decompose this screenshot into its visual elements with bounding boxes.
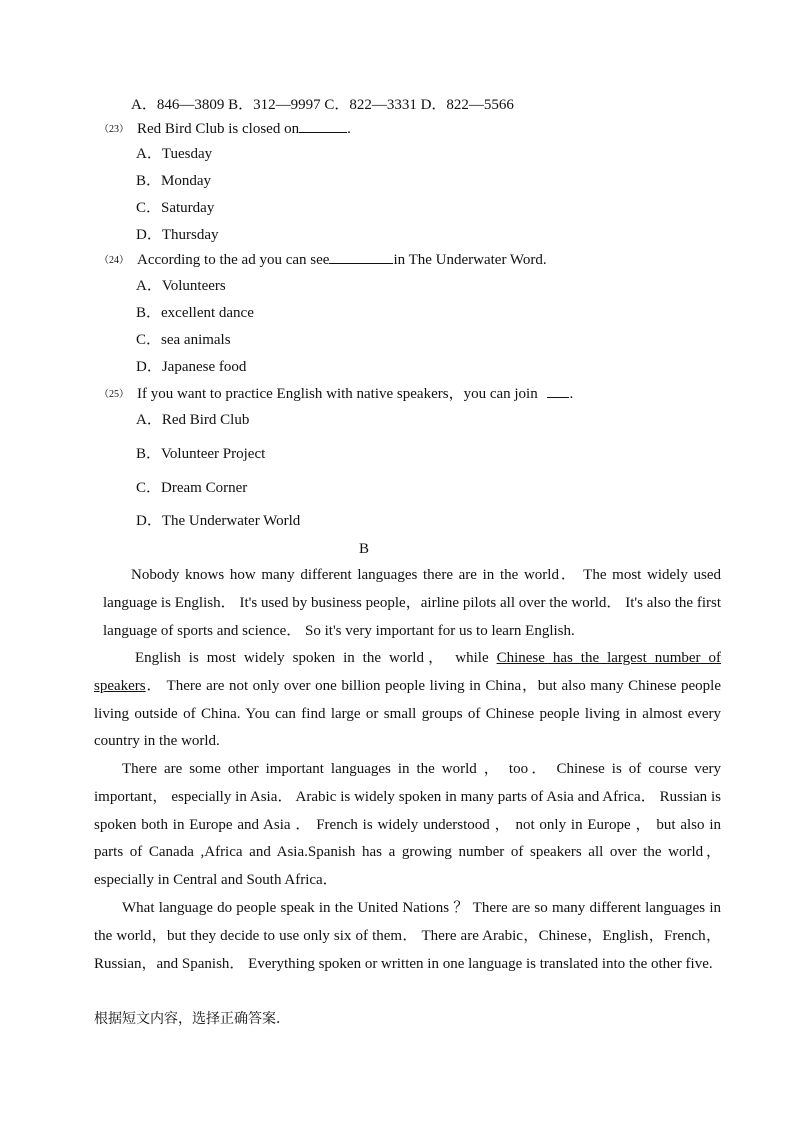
q25-option-b: B．Volunteer Project	[136, 446, 266, 462]
q24-number: （24）	[99, 255, 129, 266]
passage-paragraph-4: What language do people speak in the United Nations ？ There are so many different languages in the world，but they decide to use only six of them． There are Arabic，Chinese，English，French，Russian，and Spanish． Everything spoken or written in one language is translated into the other five.	[94, 900, 721, 972]
q25-stem	[99, 384, 573, 405]
q25-stem-after: .	[569, 386, 574, 402]
q24-option-a: A．Volunteers	[136, 278, 226, 294]
q24-stem-before: According to the ad you can see	[137, 252, 330, 268]
q23-option-d: D．Thursday	[136, 227, 219, 243]
p2-text-before: English is most widely spoken in the world， while	[135, 650, 497, 666]
q24-blank	[329, 250, 393, 264]
p2-text-after: ． There are not only over one billion people living in China，but also many Chinese people living outside of China. You can find large or small groups of Chinese people living in almost every country in the world.	[94, 677, 721, 750]
q25-blank	[547, 384, 569, 398]
q23-option-c: C．Saturday	[136, 200, 215, 216]
passage-paragraph-1: Nobody knows how many different languages there are in the world． The most widely used language is English． It's used by business people，airline pilots all over the world． It's also the first language of sports and science． So it's very important for us to learn English.	[103, 567, 721, 639]
q23-stem	[99, 119, 351, 140]
q23-number: （23）	[99, 124, 129, 135]
passage-paragraph-2	[94, 645, 721, 756]
q24-option-b: B．excellent dance	[136, 305, 254, 321]
q23-stem-after: .	[347, 121, 351, 137]
q24-stem-after: in The Underwater Word.	[393, 252, 547, 268]
q23-option-a: A．Tuesday	[136, 146, 213, 162]
q23-blank	[299, 119, 347, 133]
q25-stem-before: If you want to practice English with native speakers，you can join	[137, 386, 542, 402]
q24-option-c: C．sea animals	[136, 332, 231, 348]
q25-number: （25）	[99, 389, 129, 400]
section-b-title: B	[359, 541, 370, 557]
q22-options: A．846—3809 B．312—9997 C．822—3331 D．822—5566	[131, 97, 514, 113]
q23-option-b: B．Monday	[136, 173, 212, 189]
instruction-text: 根据短文内容，选择正确答案．	[94, 1011, 290, 1027]
q23-stem-before: Red Bird Club is closed on	[137, 121, 300, 137]
passage-paragraph-3: There are some other important languages in the world ， too． Chinese is of course very important， especially in Asia． Arabic is widely spoken in many parts of Asia and Africa． Russian is spoken both in Europe and Asia ． French is widely understood ， not only in Europe ， but also in parts of Canada ,Africa and Asia.Spanish has a growing number of speakers all over the world，especially in Central and South Africa．	[94, 761, 721, 889]
q24-option-d: D．Japanese food	[136, 359, 247, 375]
q24-stem	[99, 250, 547, 271]
p2-underlined-phrase: Chinese has the largest number of speakers	[94, 650, 721, 694]
q25-option-c: C．Dream Corner	[136, 480, 248, 496]
q25-option-d: D．The Underwater World	[136, 513, 301, 529]
q25-option-a: A．Red Bird Club	[136, 412, 250, 428]
